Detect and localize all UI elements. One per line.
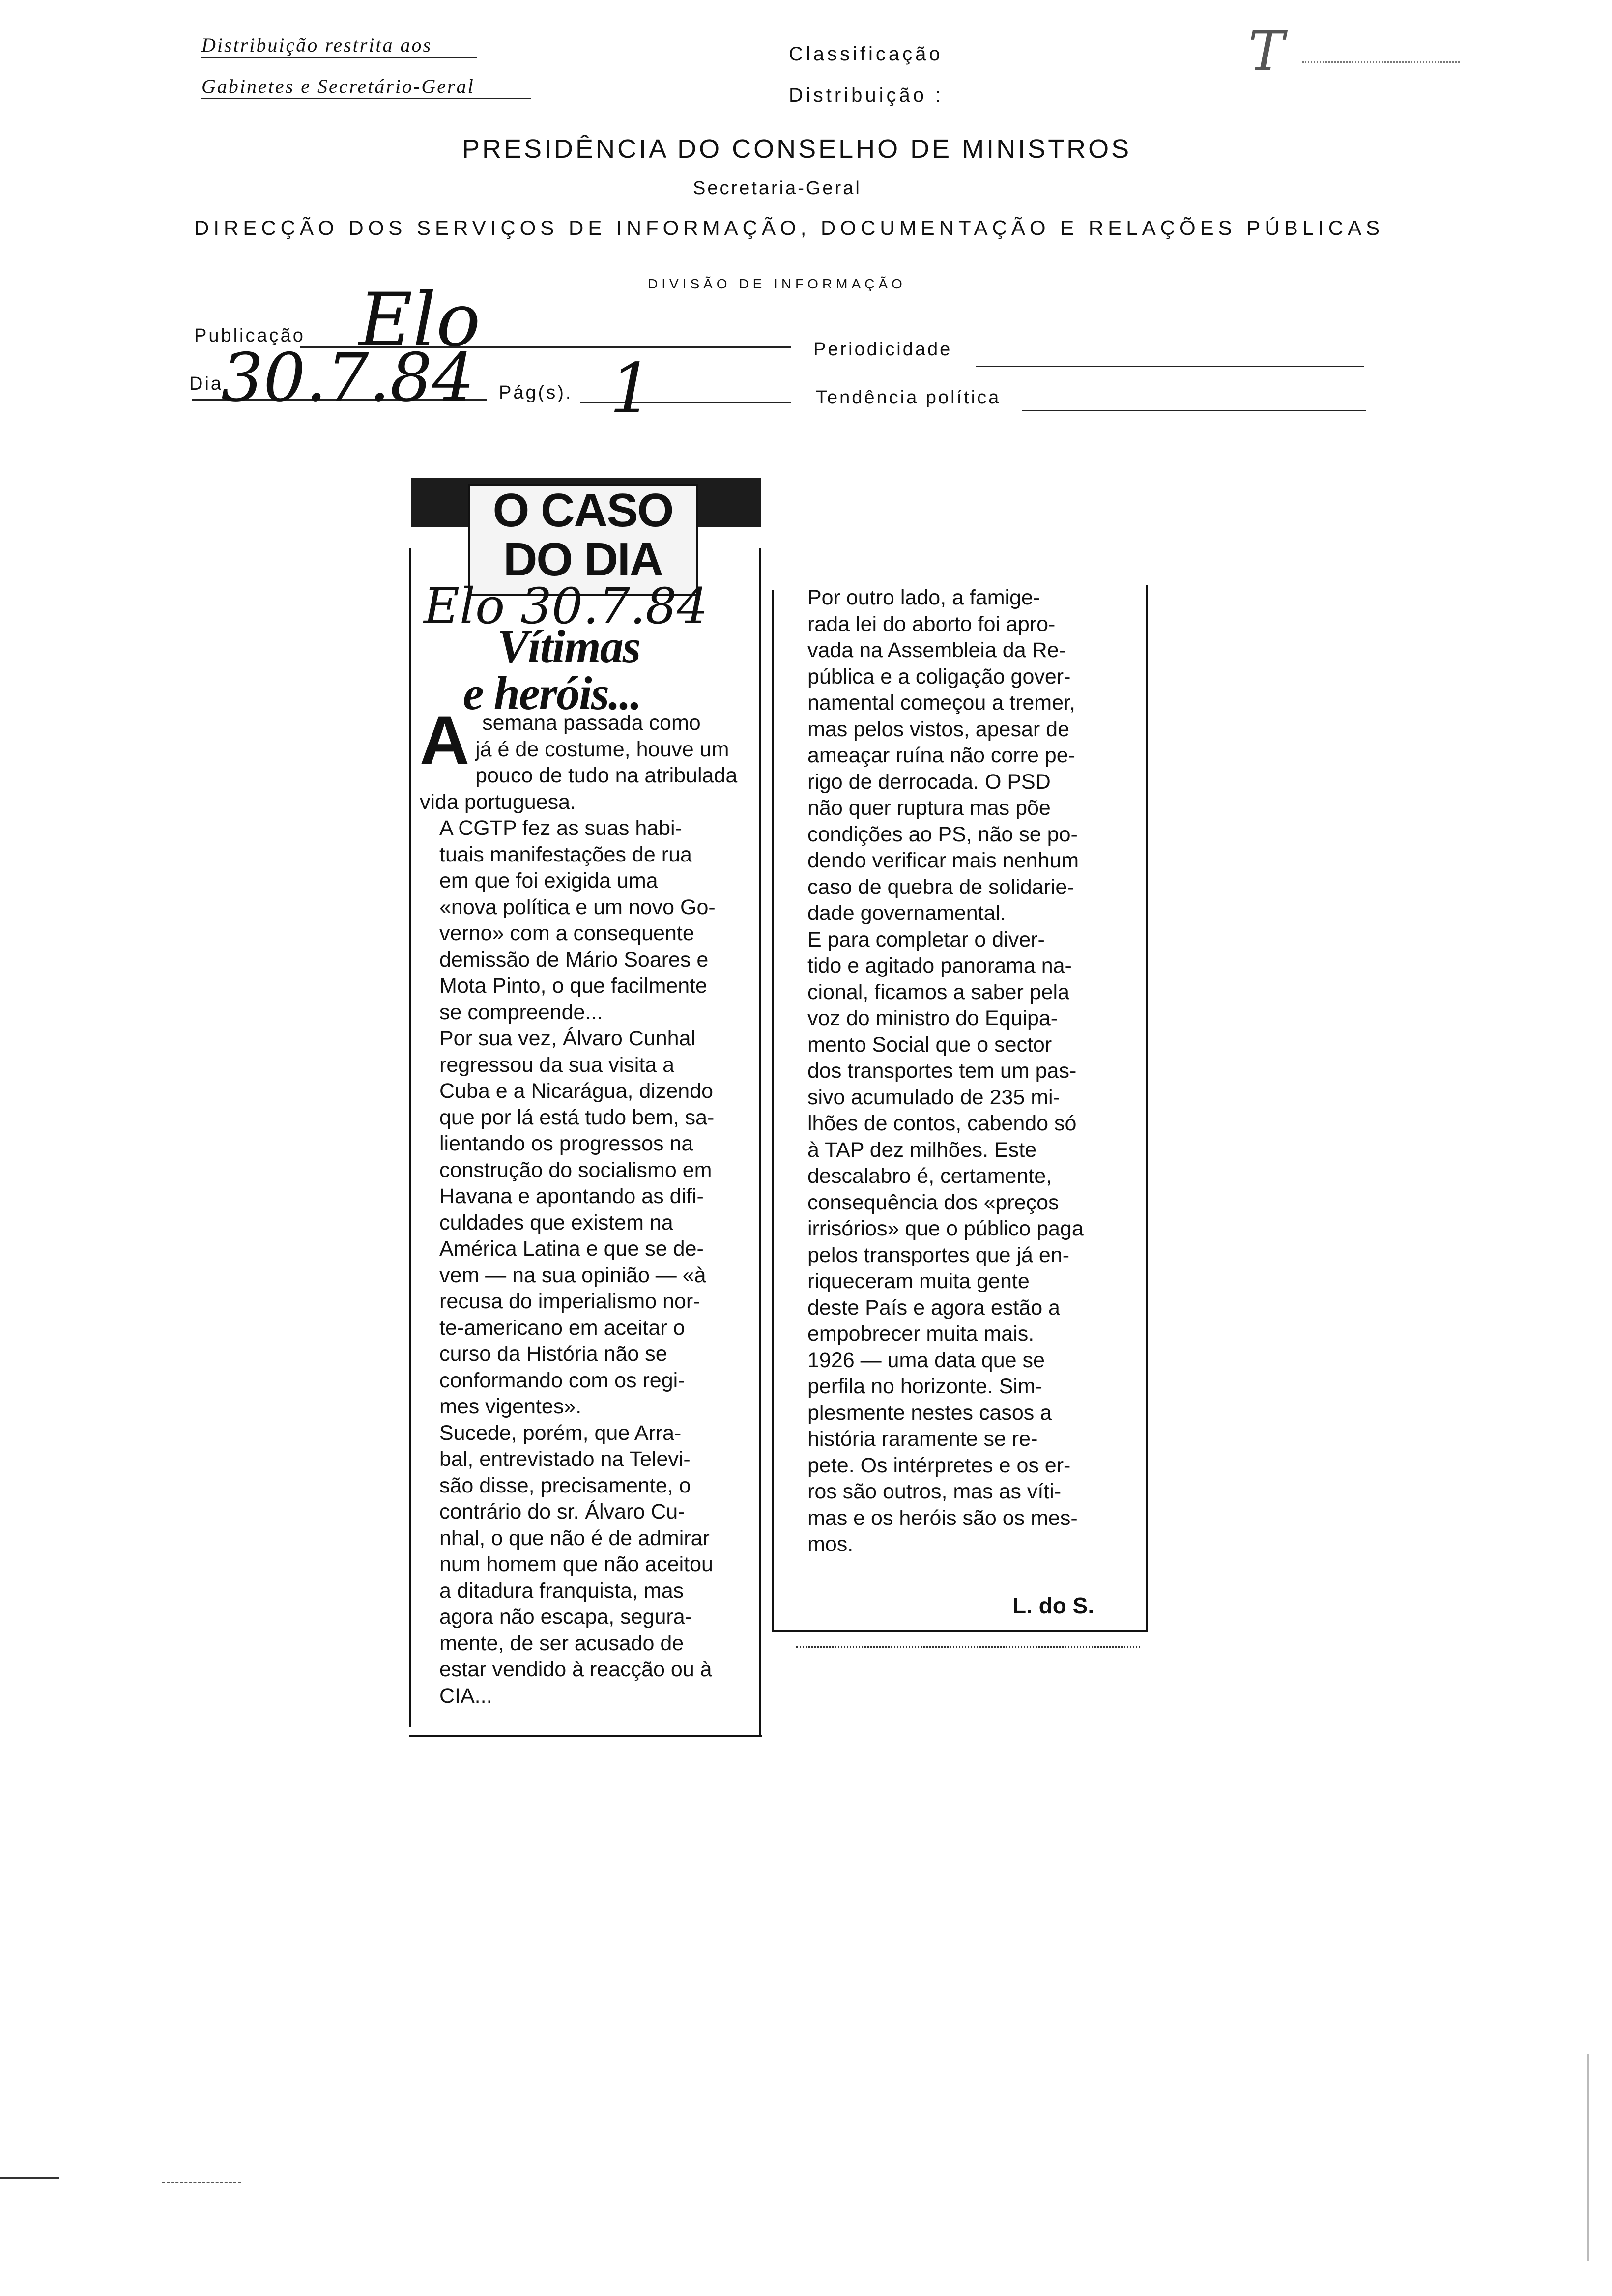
pages-handwritten-value: 1 <box>609 349 654 429</box>
publication-handwritten-value: Elo <box>359 278 481 363</box>
classification-label: Classificação <box>789 43 943 65</box>
column-2-dotted-rule <box>796 1646 1140 1648</box>
clipping-column-1 <box>409 474 762 1745</box>
distribution-restriction-line1: Distribuição restrita aos <box>202 33 477 58</box>
pages-label: Pág(s). <box>499 382 573 403</box>
drop-cap: A <box>420 701 470 778</box>
distribution-label: Distribuição : <box>789 85 944 106</box>
col1-paragraph-1: semana passada como já é de costume, houve um pouco de tudo na atribulada vida portuguesa. <box>420 711 738 814</box>
col2-paragraph-1: Por outro lado, a famige- rada lei do aborto foi apro- vada na Assembleia da Re- pública e a coligação gover- namental começou a tremer, mas pelos vistos, apesar de ameaçar ruína não corre pe- rigo de derrocada. O PSD não quer ruptura mas põe condições ao PS, não se po- dendo verificar mais nenhum caso de quebra de solidarie- dade governamental. <box>807 586 1079 925</box>
scan-artifact-right-edge <box>1587 2054 1589 2261</box>
column-1-body <box>420 701 750 1709</box>
handwritten-clipping-note: Elo 30.7.84 <box>424 577 708 635</box>
day-label: Dia <box>189 373 224 394</box>
division-title: DIVISÃO DE INFORMAÇÃO <box>648 276 906 291</box>
column-1-left-border <box>409 548 411 1727</box>
column-2-left-border <box>772 590 774 1632</box>
organization-title: PRESIDÊNCIA DO CONSELHO DE MINISTROS <box>462 134 1132 164</box>
scan-artifact-bottom-dash <box>162 2182 241 2183</box>
banner-line-1: O CASO <box>492 484 673 537</box>
column-2-bottom-border <box>772 1630 1148 1632</box>
col1-paragraph-3: Por sua vez, Álvaro Cunhal regressou da sua visita a Cuba e a Nicarágua, dizendo que por lá está tudo bem, sa- lientando os progressos na construção do socialismo em Havana e apontando as difi- culdades que existem na América Latina e que se de- vem — na sua opinião — «à recusa do imperialismo nor- te-americano em aceitar o curso da História não se conformando com os regi- mes vigentes». <box>439 1027 715 1418</box>
column-1-bottom-border <box>409 1735 762 1737</box>
col2-paragraph-3: 1926 — uma data que se perfila no horizonte. Sim- plesmente nestes casos a história raramente se re- pete. Os intérpretes e os er- ros são outros, mas as víti- mas e os heróis são os mes- mos. <box>807 1348 1078 1556</box>
clipping-column-2 <box>772 580 1160 1646</box>
day-handwritten-value: 30.7.84 <box>221 339 475 416</box>
publication-label: Publicação <box>194 325 305 346</box>
top-right-handwritten-mark <box>1248 20 1474 93</box>
sub-organization: Secretaria-Geral <box>693 178 862 199</box>
headline-line-1: Vítimas <box>497 620 640 673</box>
top-right-dotted-stroke <box>1302 61 1460 63</box>
directorate-title: DIRECÇÃO DOS SERVIÇOS DE INFORMAÇÃO, DOCUMENTAÇÃO E RELAÇÕES PÚBLICAS <box>194 216 1384 239</box>
column-2-right-border <box>1146 585 1148 1632</box>
political-tendency-label: Tendência política <box>816 387 1001 408</box>
banner-line-2: DO DIA <box>503 533 662 586</box>
column-2-body <box>785 585 1134 1558</box>
distribution-restriction-line2: Gabinetes e Secretário-Geral <box>202 75 531 99</box>
top-right-mark-text: T <box>1248 20 1285 83</box>
headline-line-2: e heróis... <box>463 667 641 719</box>
periodicity-line <box>976 366 1364 367</box>
col1-paragraph-2: A CGTP fez as suas habi- tuais manifestações de rua em que foi exigida uma «nova política e um novo Go- verno» com a consequente demissão de Mário Soares e Mota Pinto, o que facilmente se compreende... <box>439 816 716 1024</box>
col1-paragraph-4: Sucede, porém, que Arra- bal, entrevistado na Televi- são disse, precisamente, o contrário do sr. Álvaro Cu- nhal, o que não é de admirar num homem que não aceitou a ditadura franquista, mas agora não escapa, segura- mente, de ser acusado de estar vendido à reacção ou à CIA... <box>439 1421 713 1708</box>
periodicity-label: Periodicidade <box>813 339 952 360</box>
col2-paragraph-2: E para completar o diver- tido e agitado panorama na- cional, ficamos a saber pela voz do ministro do Equipa- mento Social que o sector dos transportes tem um pas- sivo acumulado de 235 mi- lhões de contos, cabendo só à TAP dez milhões. Este descalabro é, certamente, consequência dos «preços irrisórios» que o público paga pelos transportes que já en- riqueceram muita gente deste País e agora estão a empobrecer muita mais. <box>807 927 1084 1346</box>
author-signature: L. do S. <box>1012 1593 1094 1618</box>
column-1-right-border <box>759 548 761 1736</box>
political-tendency-line <box>1022 410 1366 411</box>
scan-artifact-bottom-left <box>0 2177 59 2179</box>
